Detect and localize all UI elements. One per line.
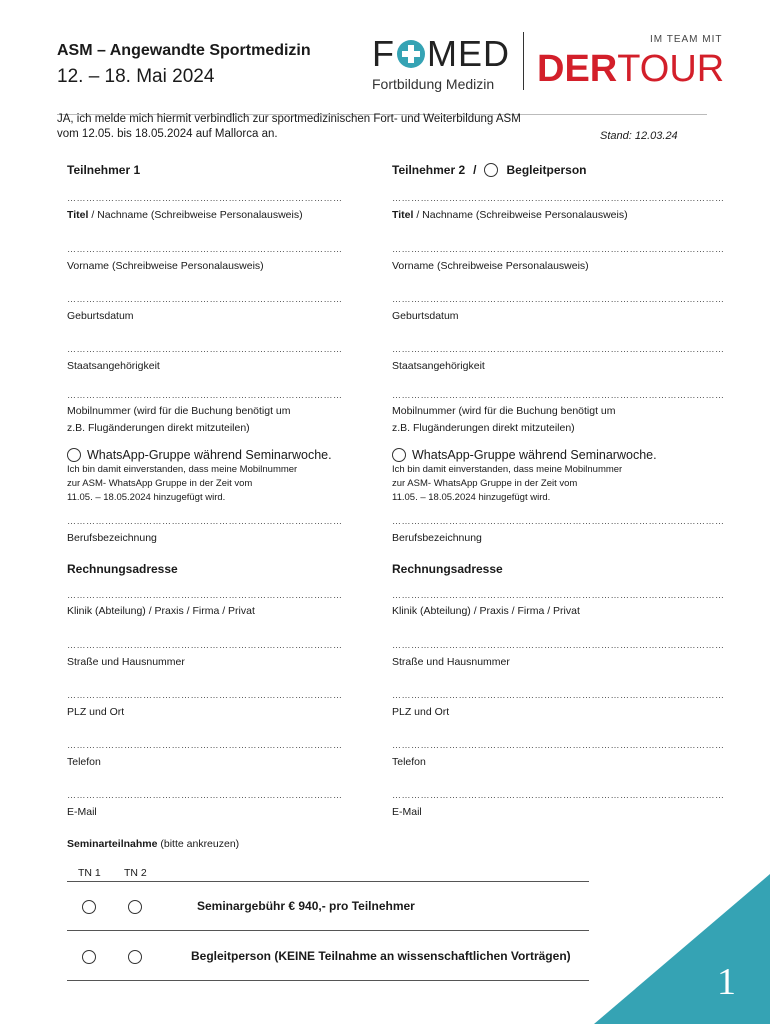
p2-clinic-line[interactable]: ……………………………………………………………………………………………	[392, 590, 725, 600]
p2-job-line[interactable]: ……………………………………………………………………………………………	[392, 516, 725, 526]
p1-name-label	[67, 209, 303, 221]
p2-name-line[interactable]: ……………………………………………………………………………………………	[392, 193, 725, 203]
p2-mobile-note: z.B. Flugänderungen direkt mitzuteilen)	[392, 422, 575, 434]
p1-whatsapp-option	[67, 448, 332, 462]
p1-nationality-line[interactable]: ……………………………………………………………………………	[67, 344, 343, 354]
fomed-letter-f: F	[372, 33, 395, 74]
seminar-heading-note: (bitte ankreuzen)	[160, 838, 240, 850]
companion-radio[interactable]	[484, 163, 498, 177]
statement-line-2: vom 12.05. bis 18.05.2024 auf Mallorca an.	[57, 128, 278, 140]
page-number: 1	[717, 961, 736, 1003]
event-dates: 12. – 18. Mai 2024	[57, 66, 215, 87]
p2-mobile-line[interactable]: ……………………………………………………………………………………………	[392, 390, 725, 400]
p2-vorname-line[interactable]: ……………………………………………………………………………………………	[392, 244, 725, 254]
p1-billing-heading: Rechnungsadresse	[67, 562, 178, 576]
p1-phone-line[interactable]: ……………………………………………………………………………	[67, 740, 343, 750]
p1-whatsapp-consent	[67, 463, 297, 505]
column-tn1: TN 1	[78, 867, 101, 879]
p1-street-label: Straße und Hausnummer	[67, 656, 185, 668]
p1-whatsapp-radio[interactable]	[67, 448, 81, 462]
p2-email-line[interactable]: ……………………………………………………………………………………………	[392, 790, 725, 800]
p2-street-label: Straße und Hausnummer	[392, 656, 510, 668]
p1-vorname-line[interactable]: ……………………………………………………………………………	[67, 244, 343, 254]
fee-tn1-radio[interactable]	[82, 900, 96, 914]
fomed-letters-med: MED	[427, 33, 510, 74]
logo-divider	[523, 32, 524, 90]
p2-name-label	[392, 209, 628, 221]
consent-line-2: zur ASM- WhatsApp Gruppe in der Zeit vom	[392, 478, 578, 489]
p1-vorname-label: Vorname (Schreibweise Personalausweis)	[67, 260, 264, 272]
p2-mobile-label: Mobilnummer (wird für die Buchung benötigt um	[392, 405, 616, 417]
p2-whatsapp-radio[interactable]	[392, 448, 406, 462]
p1-clinic-line[interactable]: ……………………………………………………………………………	[67, 590, 343, 600]
participant2-heading	[392, 163, 587, 177]
fomed-logo	[372, 33, 510, 92]
p1-phone-label: Telefon	[67, 756, 101, 768]
dertour-logo	[537, 50, 724, 88]
table-rule-top	[67, 881, 589, 882]
p1-birthdate-line[interactable]: ……………………………………………………………………………	[67, 294, 343, 304]
name-label-rest: / Nachname (Schreibweise Personalausweis)	[91, 209, 303, 221]
heading-slash: /	[473, 163, 477, 177]
p2-street-line[interactable]: ……………………………………………………………………………………………	[392, 640, 725, 650]
registration-statement	[57, 112, 617, 142]
consent-line-3: 11.05. – 18.05.2024 hinzugefügt wird.	[392, 492, 551, 503]
p1-email-label: E-Mail	[67, 806, 97, 818]
companion-tn2-radio[interactable]	[128, 950, 142, 964]
participant2-label: Teilnehmer 2	[392, 163, 466, 177]
p2-birthdate-line[interactable]: ……………………………………………………………………………………………	[392, 294, 725, 304]
p1-birthdate-label: Geburtsdatum	[67, 310, 134, 322]
p1-whatsapp-label: WhatsApp-Gruppe während Seminarwoche.	[87, 448, 332, 462]
column-tn2: TN 2	[124, 867, 147, 879]
p1-city-label: PLZ und Ort	[67, 706, 125, 718]
p2-nationality-line[interactable]: ……………………………………………………………………………………………	[392, 344, 725, 354]
table-rule-mid	[67, 930, 589, 931]
p2-birthdate-label: Geburtsdatum	[392, 310, 459, 322]
title-word: Titel	[392, 209, 414, 221]
seminar-heading-bold: Seminarteilnahme	[67, 838, 158, 850]
p2-phone-line[interactable]: ……………………………………………………………………………………………	[392, 740, 725, 750]
fee-tn2-radio[interactable]	[128, 900, 142, 914]
consent-line-2: zur ASM- WhatsApp Gruppe in der Zeit vom	[67, 478, 253, 489]
p2-clinic-label: Klinik (Abteilung) / Praxis / Firma / Privat	[392, 605, 580, 617]
p2-email-label: E-Mail	[392, 806, 422, 818]
dertour-tagline: IM TEAM MIT	[650, 34, 723, 45]
p2-job-label: Berufsbezeichnung	[392, 532, 482, 544]
consent-line-1: Ich bin damit einverstanden, dass meine Mobilnummer	[392, 464, 623, 475]
companion-label: Begleitperson	[506, 163, 587, 177]
p2-whatsapp-consent	[392, 463, 622, 505]
consent-line-3: 11.05. – 18.05.2024 hinzugefügt wird.	[67, 492, 226, 503]
name-label-rest: / Nachname (Schreibweise Personalausweis)	[416, 209, 628, 221]
title-word: Titel	[67, 209, 89, 221]
p2-billing-heading: Rechnungsadresse	[392, 562, 503, 576]
participant1-heading: Teilnehmer 1	[67, 163, 141, 177]
p1-nationality-label: Staatsangehörigkeit	[67, 360, 160, 372]
p2-city-label: PLZ und Ort	[392, 706, 450, 718]
p1-mobile-line[interactable]: ……………………………………………………………………………	[67, 390, 343, 400]
dertour-logo-bold: DER	[537, 48, 618, 90]
p1-street-line[interactable]: ……………………………………………………………………………	[67, 640, 343, 650]
statement-line-1: JA, ich melde mich hiermit verbindlich zur sportmedizinischen Fort- und Weiterbildung ASM	[57, 113, 521, 125]
page-corner-triangle	[594, 874, 770, 1024]
p2-whatsapp-option	[392, 448, 657, 462]
p2-nationality-label: Staatsangehörigkeit	[392, 360, 485, 372]
event-title: ASM – Angewandte Sportmedizin	[57, 42, 311, 59]
p1-name-line[interactable]: ……………………………………………………………………………	[67, 193, 343, 203]
p1-mobile-note: z.B. Flugänderungen direkt mitzuteilen)	[67, 422, 250, 434]
p1-mobile-label: Mobilnummer (wird für die Buchung benötigt um	[67, 405, 291, 417]
companion-tn1-radio[interactable]	[82, 950, 96, 964]
medical-cross-icon	[397, 40, 425, 68]
p2-city-line[interactable]: ……………………………………………………………………………………………	[392, 690, 725, 700]
p2-whatsapp-label: WhatsApp-Gruppe während Seminarwoche.	[412, 448, 657, 462]
version-date: Stand: 12.03.24	[600, 130, 678, 142]
fee-row-label: Seminargebühr € 940,- pro Teilnehmer	[197, 899, 415, 913]
p2-phone-label: Telefon	[392, 756, 426, 768]
consent-line-1: Ich bin damit einverstanden, dass meine Mobilnummer	[67, 464, 298, 475]
p1-job-line[interactable]: ……………………………………………………………………………	[67, 516, 343, 526]
companion-row-label: Begleitperson (KEINE Teilnahme an wissenschaftlichen Vorträgen)	[191, 949, 571, 963]
p1-city-line[interactable]: ……………………………………………………………………………	[67, 690, 343, 700]
p1-email-line[interactable]: ……………………………………………………………………………	[67, 790, 343, 800]
p1-clinic-label: Klinik (Abteilung) / Praxis / Firma / Privat	[67, 605, 255, 617]
fomed-subtitle: Fortbildung Medizin	[372, 76, 495, 92]
dertour-logo-rest: TOUR	[617, 48, 725, 90]
seminar-heading	[67, 838, 239, 850]
p2-vorname-label: Vorname (Schreibweise Personalausweis)	[392, 260, 589, 272]
p1-job-label: Berufsbezeichnung	[67, 532, 157, 544]
table-rule-bottom	[67, 980, 589, 981]
